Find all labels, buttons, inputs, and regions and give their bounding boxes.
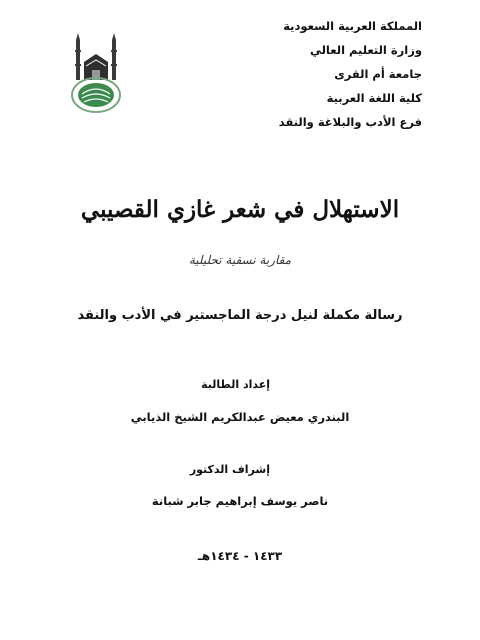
student-label: إعداد الطالبة xyxy=(201,378,270,391)
ministry-name: وزارة التعليم العالي xyxy=(309,43,422,57)
thesis-subtitle: مقاربة نسقية تحليلية xyxy=(188,253,292,267)
supervisor-label: إشراف الدكتور xyxy=(189,463,270,476)
university-name: جامعة أم القرى xyxy=(334,67,422,81)
student-name: البندري معيض عبدالكريم الشيخ الذيابي xyxy=(130,410,350,424)
university-logo-icon xyxy=(68,32,124,116)
hijri-date: ١٤٣٣ - ١٤٣٤هـ xyxy=(197,549,283,563)
department-name: فرع الأدب والبلاغة والنقد xyxy=(278,115,422,129)
country-name: المملكة العربية السعودية xyxy=(283,19,422,33)
supervisor-name: ناصر يوسف إبراهيم جابر شبانة xyxy=(151,494,329,508)
institution-header xyxy=(222,14,422,134)
college-name: كلية اللغة العربية xyxy=(326,91,422,105)
thesis-title: الاستهلال في شعر غازي القصيبي xyxy=(80,196,400,223)
degree-statement: رسالة مكملة لنيل درجة الماجستير في الأدب والنقد xyxy=(77,308,403,323)
